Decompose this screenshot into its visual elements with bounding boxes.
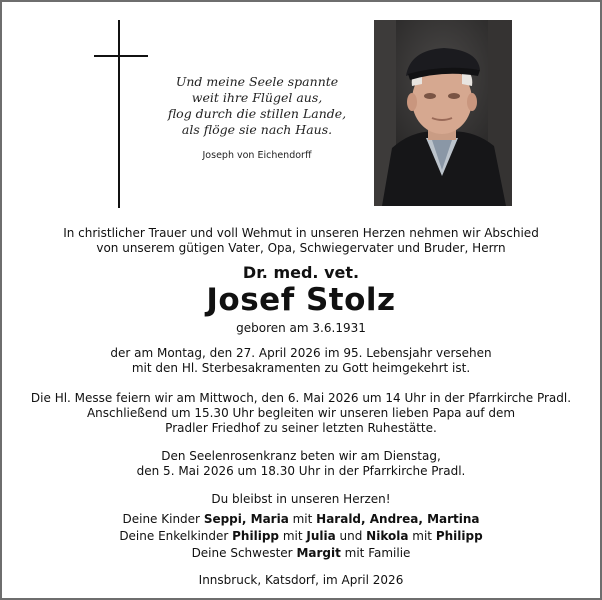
mourner-name: Harald, Andrea, Martina bbox=[316, 512, 480, 526]
rosary-notice bbox=[2, 449, 600, 479]
mass-notice-line: Die Hl. Messe feiern wir am Mittwoch, den 6. Mai 2026 um 14 Uhr in der Pfarrkirche Pradl. bbox=[30, 391, 572, 405]
cross-icon bbox=[94, 20, 148, 208]
intro-line: In christlicher Trauer und voll Wehmut in unseren Herzen nehmen wir Abschied bbox=[63, 226, 539, 240]
rosary-notice-line: Den Seelenrosenkranz beten wir am Dienstag, bbox=[161, 449, 441, 463]
mourner-connector: mit bbox=[279, 529, 307, 543]
mass-notice-line: Pradler Friedhof zu seiner letzten Ruhestätte. bbox=[165, 421, 437, 435]
death-notice bbox=[2, 346, 600, 376]
academic-title: Dr. med. vet. bbox=[242, 263, 360, 282]
mourner-prefix: Deine Enkelkinder bbox=[119, 529, 233, 543]
mass-notice-line: Anschließend um 15.30 Uhr begleiten wir unseren lieben Papa auf dem bbox=[86, 406, 516, 420]
mourners-children bbox=[2, 512, 600, 527]
poem bbox=[152, 74, 362, 164]
mourner-name: Margit bbox=[296, 546, 341, 560]
mourner-suffix: mit Familie bbox=[340, 546, 411, 560]
mourner-connector: mit bbox=[408, 529, 436, 543]
intro-text bbox=[2, 226, 600, 256]
poem-line: flog durch die stillen Lande, bbox=[167, 106, 347, 121]
rosary-notice-line: den 5. Mai 2026 um 18.30 Uhr in der Pfarrkirche Pradl. bbox=[136, 464, 466, 478]
mourner-name: Julia bbox=[306, 529, 336, 543]
mourner-name: Seppi, Maria bbox=[203, 512, 289, 526]
mourner-name: Philipp bbox=[232, 529, 279, 543]
mourner-name: Nikola bbox=[366, 529, 409, 543]
birth-date: geboren am 3.6.1931 bbox=[236, 321, 366, 335]
mourners-sister bbox=[2, 546, 600, 561]
mourner-connector: und bbox=[335, 529, 367, 543]
intro-line: von unserem gütigen Vater, Opa, Schwiegervater und Bruder, Herrn bbox=[96, 241, 506, 255]
mourner-prefix: Deine Schwester bbox=[191, 546, 297, 560]
mourners-grandchildren bbox=[2, 529, 600, 544]
closing-line: Du bleibst in unseren Herzen! bbox=[211, 492, 391, 506]
poem-line: Und meine Seele spannte bbox=[175, 74, 339, 89]
poem-line: als flöge sie nach Haus. bbox=[181, 122, 333, 137]
mass-notice bbox=[2, 391, 600, 436]
mourner-prefix: Deine Kinder bbox=[122, 512, 204, 526]
death-notice-line: der am Montag, den 27. April 2026 im 95. Lebensjahr versehen bbox=[110, 346, 492, 360]
mourner-name: Philipp bbox=[435, 529, 483, 543]
poem-line: weit ihre Flügel aus, bbox=[191, 90, 323, 105]
place-date: Innsbruck, Katsdorf, im April 2026 bbox=[198, 573, 404, 587]
death-notice-line: mit den Hl. Sterbesakramenten zu Gott heimgekehrt ist. bbox=[131, 361, 471, 375]
poem-author: Joseph von Eichendorff bbox=[202, 150, 312, 161]
mourner-connector: mit bbox=[288, 512, 317, 526]
deceased-name: Josef Stolz bbox=[206, 282, 396, 318]
portrait-photo bbox=[374, 20, 512, 206]
